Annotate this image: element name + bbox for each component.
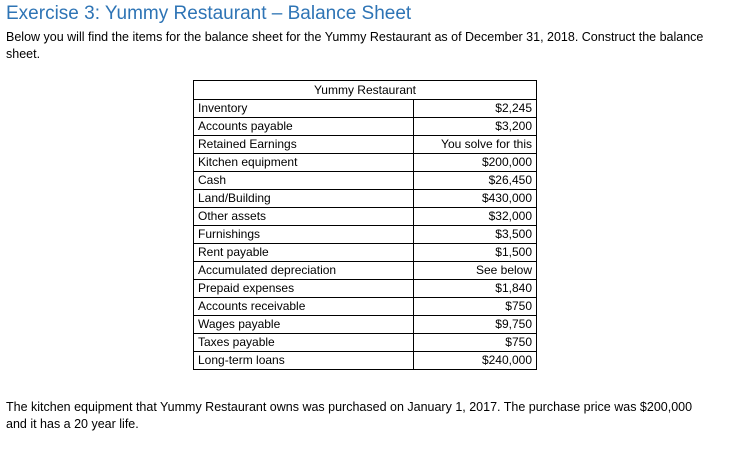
- row-item-label: Kitchen equipment: [194, 154, 414, 172]
- row-item-value: $26,450: [414, 172, 537, 190]
- row-item-value: $1,840: [414, 280, 537, 298]
- row-item-label: Wages payable: [194, 316, 414, 334]
- row-item-value: $750: [414, 334, 537, 352]
- row-item-label: Accounts payable: [194, 118, 414, 136]
- table-row: [194, 118, 537, 136]
- table-row: [194, 208, 537, 226]
- row-item-value: $2,245: [414, 100, 537, 118]
- table-row: [194, 226, 537, 244]
- row-item-value: $750: [414, 298, 537, 316]
- table-row: [194, 154, 537, 172]
- table-body: [194, 100, 537, 370]
- table-row: [194, 172, 537, 190]
- row-item-value: You solve for this: [414, 136, 537, 154]
- row-item-label: Prepaid expenses: [194, 280, 414, 298]
- row-item-label: Rent payable: [194, 244, 414, 262]
- row-item-label: Long-term loans: [194, 352, 414, 370]
- row-item-label: Accumulated depreciation: [194, 262, 414, 280]
- table-row: [194, 100, 537, 118]
- row-item-value: $9,750: [414, 316, 537, 334]
- row-item-label: Inventory: [194, 100, 414, 118]
- table-row: [194, 334, 537, 352]
- row-item-label: Accounts receivable: [194, 298, 414, 316]
- table-row: [194, 280, 537, 298]
- row-item-label: Taxes payable: [194, 334, 414, 352]
- row-item-value: $430,000: [414, 190, 537, 208]
- closing-paragraph: The kitchen equipment that Yummy Restaurant owns was purchased on January 1, 2017. The purchase price was $200,000 and it has a 20 year life.: [6, 400, 693, 431]
- row-item-label: Other assets: [194, 208, 414, 226]
- table-row: [194, 352, 537, 370]
- row-item-label: Land/Building: [194, 190, 414, 208]
- row-item-label: Retained Earnings: [194, 136, 414, 154]
- row-item-value: $200,000: [414, 154, 537, 172]
- row-item-value: $32,000: [414, 208, 537, 226]
- table-row: [194, 190, 537, 208]
- table-row: [194, 244, 537, 262]
- row-item-value: $240,000: [414, 352, 537, 370]
- row-item-value: See below: [414, 262, 537, 280]
- row-item-value: $1,500: [414, 244, 537, 262]
- table-header: Yummy Restaurant: [194, 81, 537, 100]
- table-header-row: [194, 81, 537, 100]
- row-item-label: Cash: [194, 172, 414, 190]
- table-row: [194, 136, 537, 154]
- intro-paragraph: Below you will find the items for the balance sheet for the Yummy Restaurant as of December 31, 2018. Construct the balance sheet.: [6, 30, 704, 61]
- table-row: [194, 262, 537, 280]
- row-item-value: $3,200: [414, 118, 537, 136]
- balance-sheet-table: [193, 80, 537, 370]
- page-title: Exercise 3: Yummy Restaurant – Balance Sheet: [6, 3, 412, 24]
- table-row: [194, 298, 537, 316]
- row-item-label: Furnishings: [194, 226, 414, 244]
- row-item-value: $3,500: [414, 226, 537, 244]
- table-row: [194, 316, 537, 334]
